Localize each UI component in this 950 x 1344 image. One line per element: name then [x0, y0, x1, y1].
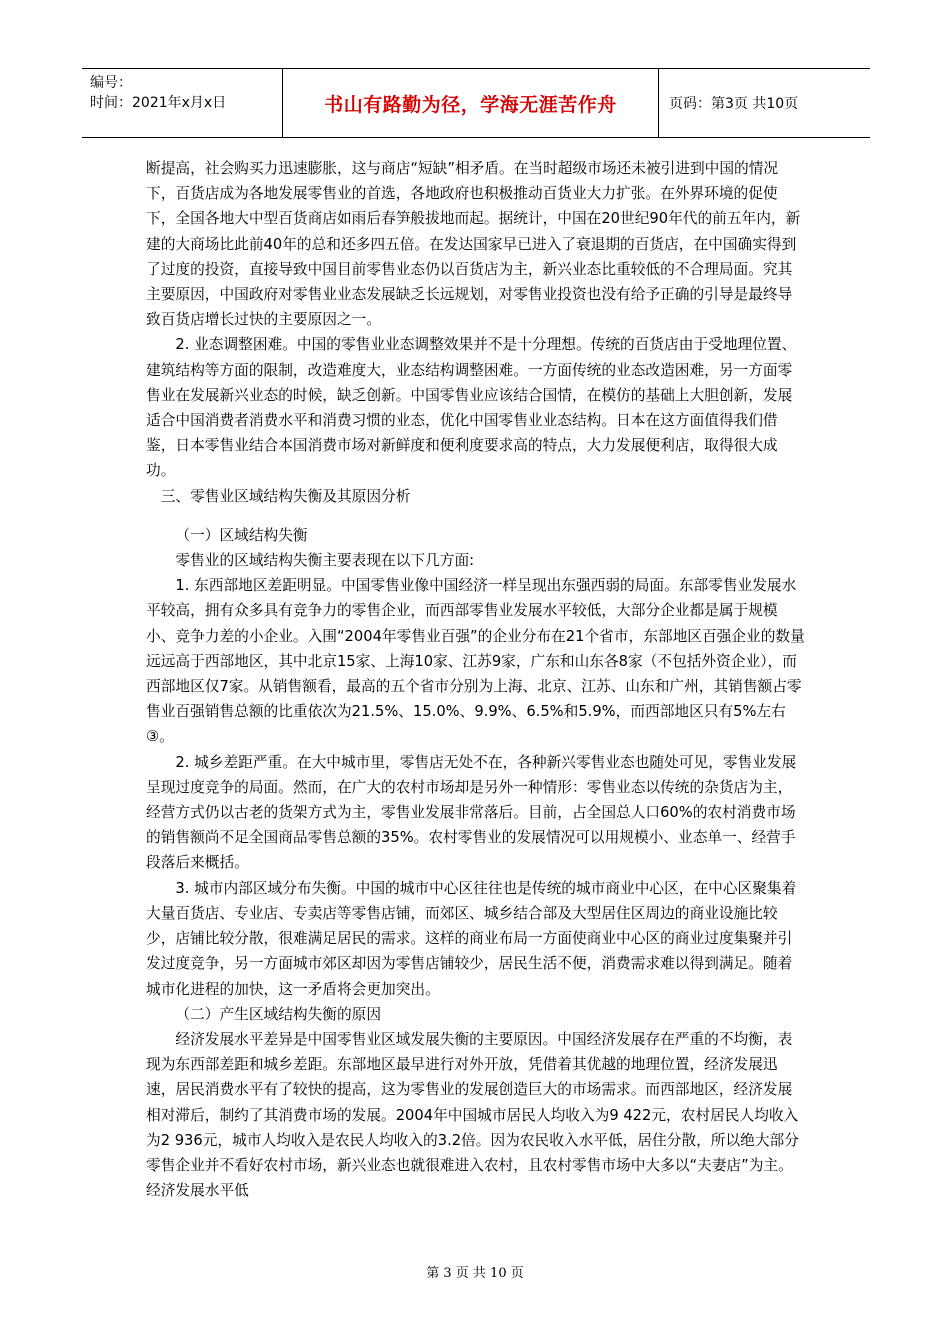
paragraph-intro: 零售业的区域结构失衡主要表现在以下几方面: — [175, 552, 475, 570]
paragraph-causes: 经济发展水平差异是中国零售业区域发展失衡的主要原因。中国经济发展存在严重的不均衡，表现为东西部差距和城乡差距。东部地区最早进行对外开放，凭借着其优越的地理位置，经济发展迅速，居民消费水平有了较快的提高，这为零售业的发展创造巨大的市场需求。而西部地区，经济发展相对滞后，制约了其消费市场的发展。2004年中国城市居民人均收入为9 422元，农村居民人均收入为2 936元，城市人均收入是农民人均收入的3.2倍。因为农民收入水平低，居住分散，所以绝大部分零售企业并不看好农村市场，新兴业态也就很难进入农村，且农村零售市场中大多以“夫妻店”为主。经济发展水平低 — [146, 1030, 799, 1200]
header-meta — [82, 69, 283, 137]
section-heading-3: 三、零售业区域结构失衡及其原因分析 — [160, 487, 411, 505]
paragraph-urban-rural: 2. 城乡差距严重。在大中城市里，零售店无处不在，各种新兴零售业态也随处可见，零售业发展呈现过度竞争的局面。然而，在广大的农村市场却是另外一种情形：零售业态以传统的杂货店为主，经营方式仍以古老的货架方式为主，零售业发展非常落后。目前，占全国总人口60%的农村消费市场的销售额尚不足全国商品零售总额的35%。农村零售业的发展情况可以用规模小、业态单一、经营手段落后来概括。 — [146, 753, 797, 872]
header-page-number: 页码：第3页 共10页 — [669, 96, 799, 112]
paragraph-intra-city: 3. 城市内部区域分布失衡。中国的城市中心区往往也是传统的城市商业中心区，在中心区聚集着大量百货店、专业店、专卖店等零售店铺，而郊区、城乡结合部及大型居住区周边的商业设施比较少，店铺比较分散，很难满足居民的需求。这样的商业布局一方面使商业中心区的商业过度集聚并引发过度竞争，另一方面城市郊区却因为零售店铺较少，居民生活不便，消费需求难以得到满足。随着城市化进程的加快，这一矛盾将会更加突出。 — [146, 879, 797, 998]
document-number: 编号： — [90, 75, 132, 91]
subsection-heading-2: （二）产生区域结构失衡的原因 — [175, 1005, 382, 1023]
spacer — [146, 509, 806, 523]
page-header — [82, 68, 870, 138]
paragraph-item-2: 2. 业态调整困难。中国的零售业业态调整效果并不是十分理想。传统的百货店由于受地理位置、建筑结构等方面的限制，改造难度大，业态结构调整困难。一方面传统的业态改造困难，另一方面零售业在发展新兴业态的时候，缺乏创新。中国零售业应该结合国情，在模仿的基础上大胆创新，发展适合中国消费者消费水平和消费习惯的业态，优化中国零售业业态结构。日本在这方面值得我们借鉴，日本零售业结合本国消费市场对新鲜度和便利度要求高的特点，大力发展便利店，取得很大成功。 — [146, 336, 797, 480]
paragraph-continuation: 断提高，社会购买力迅速膨胀，这与商店“短缺”相矛盾。在当时超级市场还未被引进到中国的情况下，百货店成为各地发展零售业的首选，各地政府也积极推动百货业大力扩张。在外界环境的促使下，全国各地大中型百货商店如雨后春笋般拔地而起。据统计，中国在20世纪90年代的前五年内，新建的大商场比此前40年的总和还多四五倍。在发达国家早已进入了衰退期的百货店，在中国确实得到了过度的投资，直接导致中国目前零售业态仍以百货店为主，新兴业态比重较低的不合理局面。究其主要原因，中国政府对零售业业态发展缺乏长远规划，对零售业投资也没有给予正确的引导是最终导致百货店增长过快的主要原因之一。 — [146, 160, 801, 329]
document-body — [146, 156, 806, 1203]
document-date: 时间：2021年x月x日 — [90, 95, 227, 111]
paragraph-east-west: 1. 东西部地区差距明显。中国零售业像中国经济一样呈现出东强西弱的局面。东部零售业发展水平较高，拥有众多具有竞争力的零售企业，而西部零售业发展水平较低，大部分企业都是属于规模小、竞争力差的小企业。入围“2004年零售业百强”的企业分布在21个省市，东部地区百强企业的数量远远高于西部地区，其中北京15家、上海10家、江苏9家，广东和山东各8家（不包括外资企业），而西部地区仅7家。从销售额看，最高的五个省市分别为上海、北京、江苏、山东和广州，其销售额占零售业百强销售总额的比重依次为21.5%、15.0%、9.9%、6.5%和5.9%，而西部地区只有5%左右③。 — [146, 577, 805, 746]
subsection-heading-1: （一）区域结构失衡 — [175, 526, 308, 544]
header-motto: 书山有路勤为径，学海无涯苦作舟 — [283, 69, 659, 137]
page-footer: 第 3 页 共 10 页 — [426, 1266, 524, 1281]
